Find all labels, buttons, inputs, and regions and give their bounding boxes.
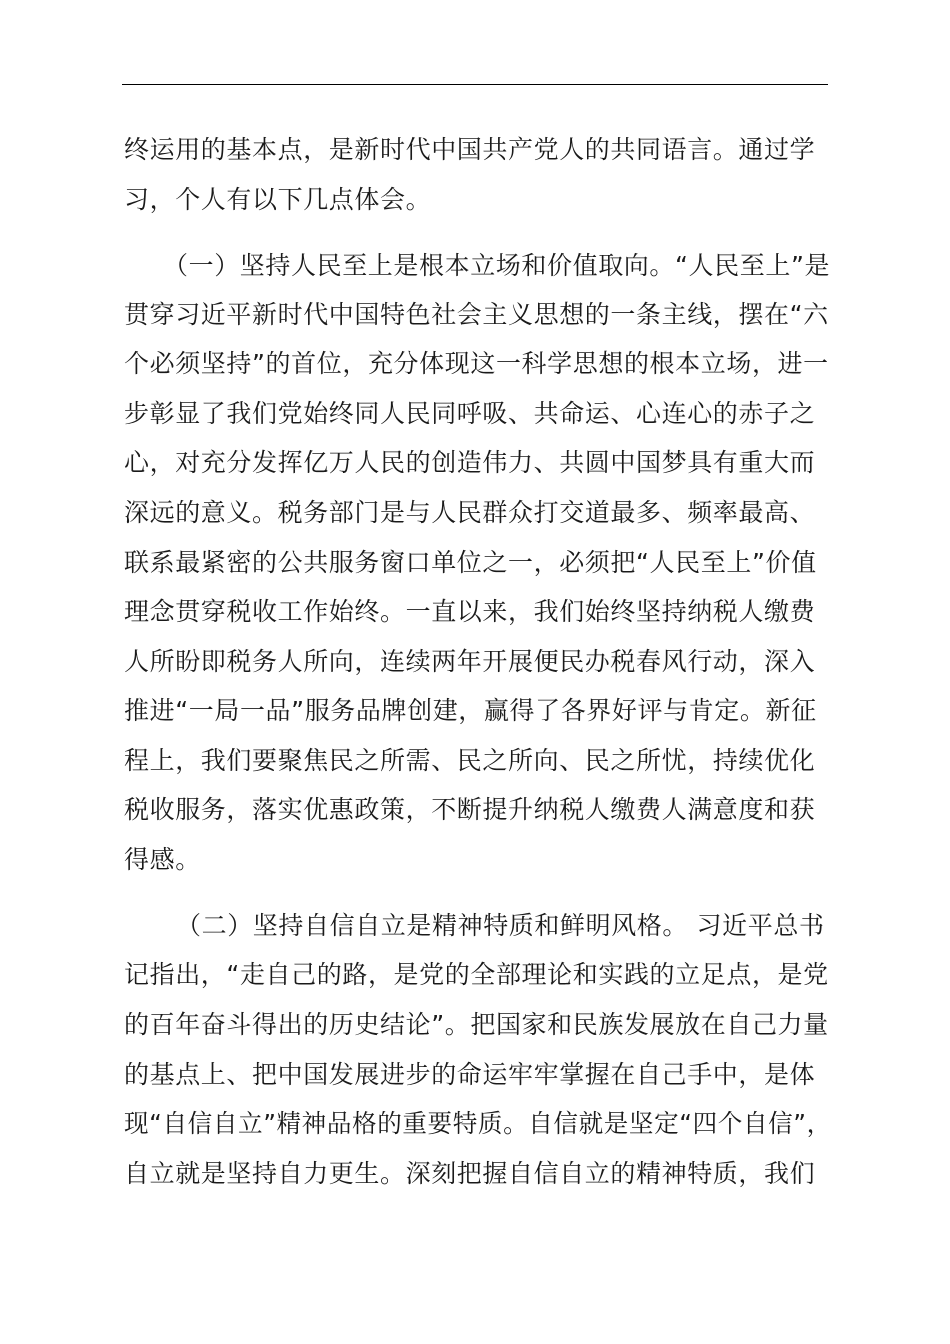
text-line: 的百年奋斗得出的历史结论”。把国家和民族发展放在自己力量 bbox=[124, 1010, 829, 1039]
text-line: 心，对充分发挥亿万人民的创造伟力、共圆中国梦具有重大而 bbox=[124, 448, 816, 477]
text-line: （二）坚持自信自立是精神特质和鲜明风格。 习近平总书 bbox=[176, 911, 825, 940]
text-line: 理念贯穿税收工作始终。一直以来，我们始终坚持纳税人缴费 bbox=[124, 597, 816, 626]
text-line: （一）坚持人民至上是根本立场和价值取向。“人民至上”是 bbox=[163, 251, 831, 280]
text-line: 的基点上、把中国发展进步的命运牢牢掌握在自己手中，是体 bbox=[124, 1060, 816, 1089]
text-line: 步彰显了我们党始终同人民同呼吸、共命运、心连心的赤子之 bbox=[124, 399, 816, 428]
text-line: 个必须坚持”的首位，充分体现这一科学思想的根本立场，进一 bbox=[124, 349, 829, 378]
text-line: 贯穿习近平新时代中国特色社会主义思想的一条主线，摆在“六 bbox=[124, 300, 829, 329]
text-line: 税收服务，落实优惠政策，不断提升纳税人缴费人满意度和获 bbox=[124, 795, 816, 824]
header-rule bbox=[122, 84, 828, 85]
text-line: 程上，我们要聚焦民之所需、民之所向、民之所忧，持续优化 bbox=[124, 746, 816, 775]
text-line: 得感。 bbox=[124, 845, 201, 874]
text-line: 深远的意义。税务部门是与人民群众打交道最多、频率最高、 bbox=[124, 498, 816, 527]
text-line: 推进“一局一品”服务品牌创建，赢得了各界好评与肯定。新征 bbox=[124, 696, 817, 725]
text-line: 现“自信自立”精神品格的重要特质。自信就是坚定“四个自信”， bbox=[124, 1109, 832, 1138]
text-line: 联系最紧密的公共服务窗口单位之一，必须把“人民至上”价值 bbox=[124, 548, 817, 577]
text-line: 终运用的基本点，是新时代中国共产党人的共同语言。通过学 bbox=[124, 135, 816, 164]
text-line: 自立就是坚持自力更生。深刻把握自信自立的精神特质，我们 bbox=[124, 1159, 816, 1188]
text-line: 记指出，“走自己的路，是党的全部理论和实践的立足点，是党 bbox=[124, 960, 829, 989]
text-line: 习，个人有以下几点体会。 bbox=[124, 185, 432, 214]
text-line: 人所盼即税务人所向，连续两年开展便民办税春风行动，深入 bbox=[124, 647, 816, 676]
